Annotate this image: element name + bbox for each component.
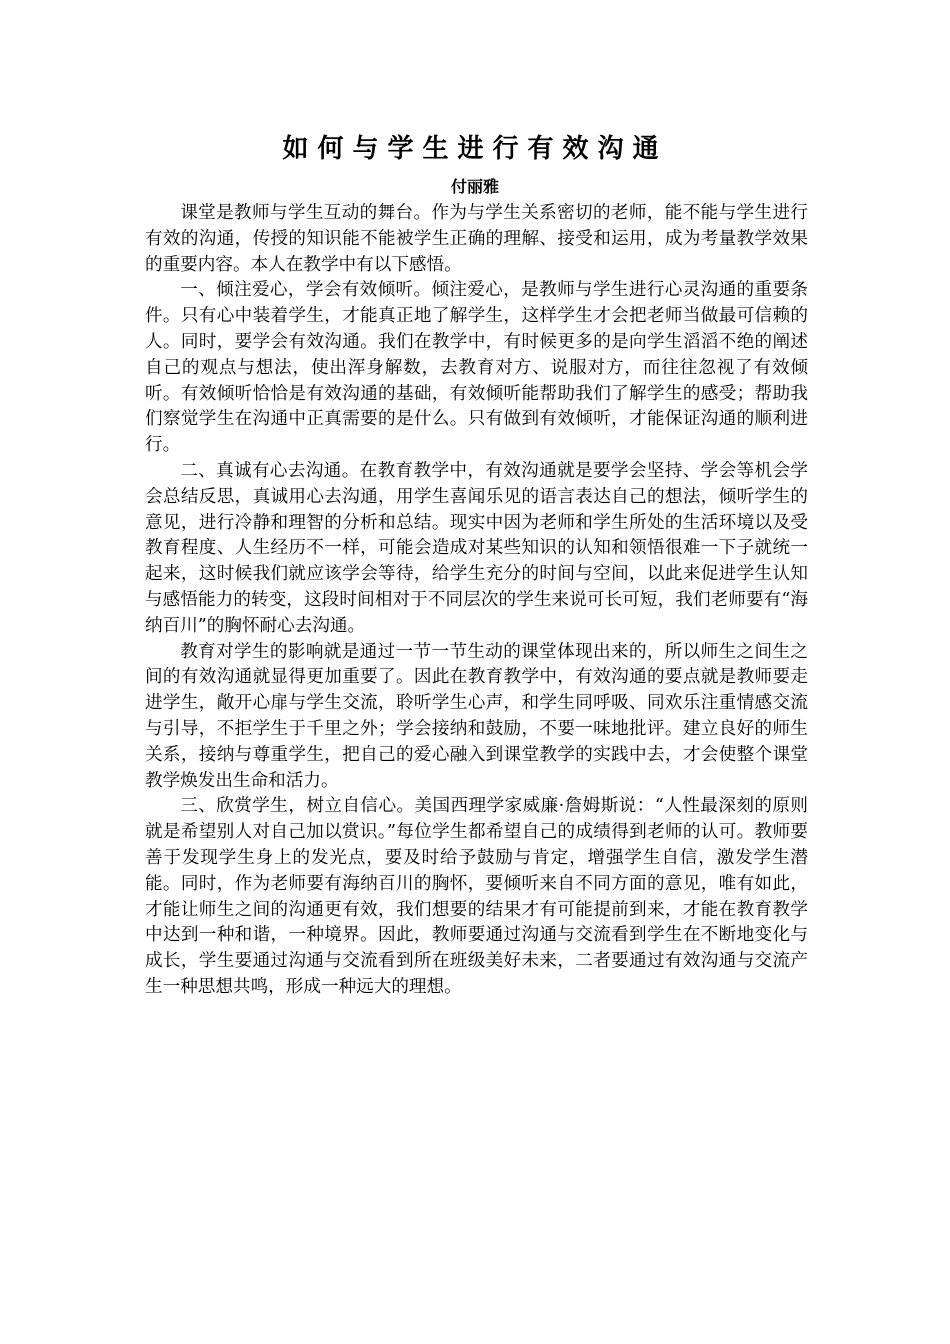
paragraph-section-2: 二、真诚有心去沟通。在教育教学中，有效沟通就是要学会坚持、学会等机会学会总结反思，真诚用心去沟通，用学生喜闻乐见的语言表达自己的想法，倾听学生的意见，进行冷静和理智的分析和总结。现实中因为老师和学生所处的生活环境以及受教育程度、人生经历不一样，可能会造成对某些知识的认知和领悟很难一下子就统一起来，这时候我们就应该学会等待，给学生充分的时间与空间，以此来促进学生认知与感悟能力的转变，这段时间相对于不同层次的学生来说可长可短，我们老师要有“海纳百川”的胸怀耐心去沟通。 xyxy=(145,460,808,636)
paragraph-section-3: 三、欣赏学生，树立自信心。美国西理学家威廉·詹姆斯说：“人性最深刻的原则就是希望别人对自己加以赏识。”每位学生都希望自己的成绩得到老师的认可。教师要善于发现学生身上的发光点，要及时给予鼓励与肯定，增强学生自信，激发学生潜能。同时，作为老师要有海纳百川的胸怀，要倾听来自不同方面的意见，唯有如此，才能让师生之间的沟通更有效，我们想要的结果才有可能提前到来，才能在教育教学中达到一种和谐，一种境界。因此，教师要通过沟通与交流看到学生在不断地变化与成长，学生要通过沟通与交流看到所在班级美好未来，二者要通过有效沟通与交流产生一种思想共鸣，形成一种远大的理想。 xyxy=(145,796,808,997)
article-body xyxy=(145,201,808,1001)
page-title: 如何与学生进行有效沟通 xyxy=(282,134,668,164)
paragraph-intro: 课堂是教师与学生互动的舞台。作为与学生关系密切的老师，能不能与学生进行有效的沟通，传授的知识能不能被学生正确的理解、接受和运用，成为考量教学效果的重要内容。本人在教学中有以下感悟。 xyxy=(145,203,808,275)
author-name: 付丽雅 xyxy=(450,177,499,196)
paragraph-section-1: 一、倾注爱心，学会有效倾听。倾注爱心，是教师与学生进行心灵沟通的重要条件。只有心中装着学生，才能真正地了解学生，这样学生才会把老师当做最可信赖的人。同时，要学会有效沟通。我们在教学中，有时候更多的是向学生滔滔不绝的阐述自己的观点与想法，使出浑身解数，去教育对方、说服对方，而往往忽视了有效倾听。有效倾听恰恰是有效沟通的基础，有效倾听能帮助我们了解学生的感受；帮助我们察觉学生在沟通中正真需要的是什么。只有做到有效倾听，才能保证沟通的顺利进行。 xyxy=(145,280,808,456)
paragraph-section-2-cont: 教育对学生的影响就是通过一节一节生动的课堂体现出来的，所以师生之间生之间的有效沟通就显得更加重要了。因此在教育教学中，有效沟通的要点就是教师要走进学生，敞开心扉与学生交流，聆听学生心声，和学生同呼吸、同欢乐注重情感交流与引导，不拒学生于千里之外；学会接纳和鼓励，不要一味地批评。建立良好的师生关系，接纳与尊重学生，把自己的爱心融入到课堂教学的实践中去，才会使整个课堂教学焕发出生命和活力。 xyxy=(145,641,808,791)
